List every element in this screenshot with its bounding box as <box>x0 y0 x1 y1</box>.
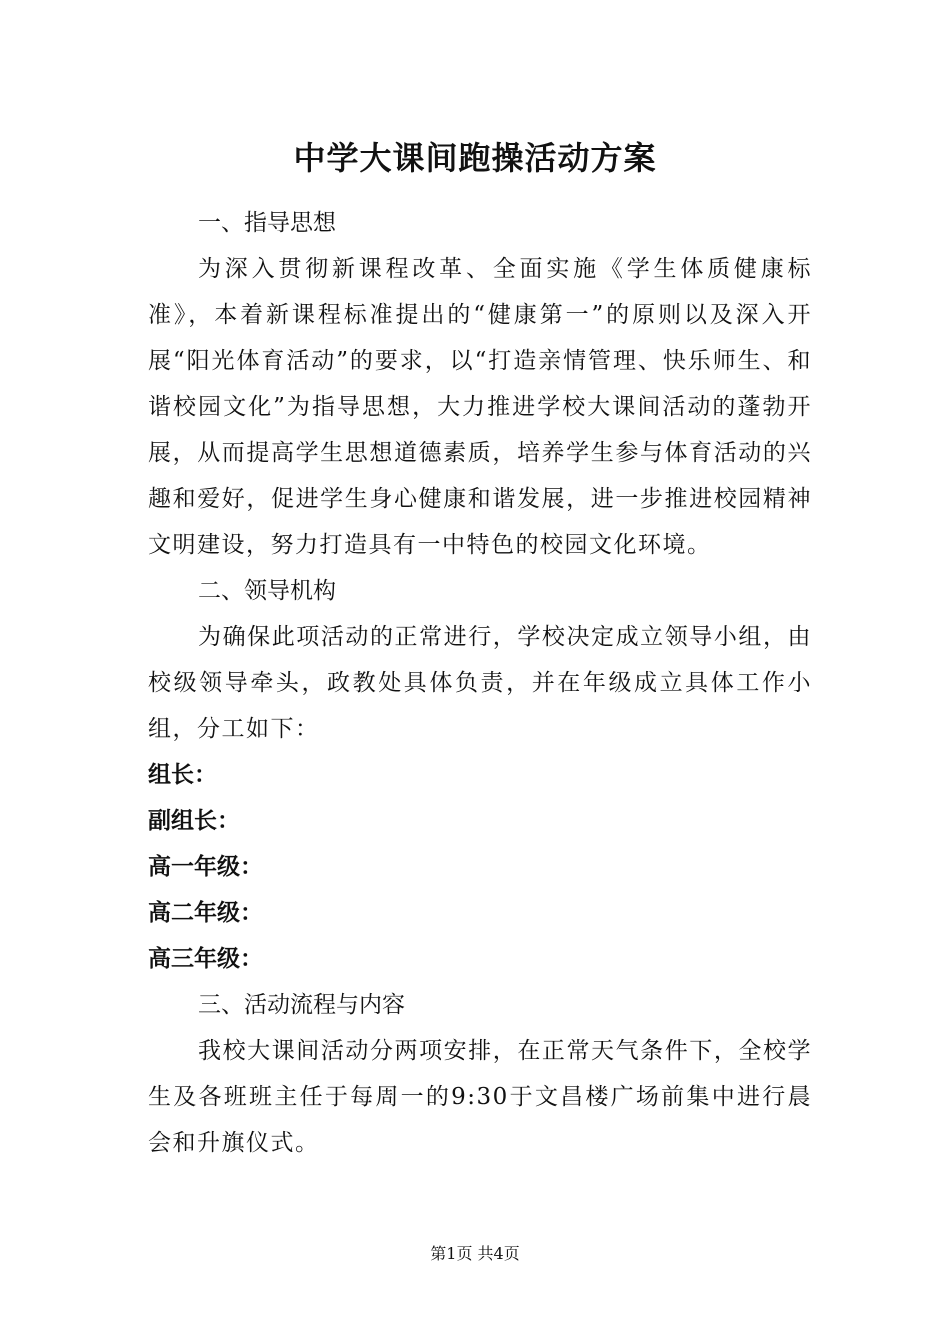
role-deputy-leader: 副组长： <box>148 808 240 834</box>
role-group-leader: 组长： <box>148 762 217 788</box>
document-body <box>148 200 812 1166</box>
section-paragraph-guiding-thought: 为深入贯彻新课程改革、全面实施《学生体质健康标准》，本着新课程标准提出的“健康第一”的原则以及深入开展“阳光体育活动”的要求，以“打造亲情管理、快乐师生、和谐校园文化”为指导思想，大力推进学校大课间活动的蓬勃开展，从而提高学生思想道德素质，培养学生参与体育活动的兴趣和爱好，促进学生身心健康和谐发展，进一步推进校园精神文明建设，努力打造具有一中特色的校园文化环境。 <box>148 256 812 558</box>
role-grade-three: 高三年级： <box>148 946 263 972</box>
role-grade-one: 高一年级： <box>148 854 263 880</box>
page-number-footer: 第1页 共4页 <box>430 1244 520 1263</box>
section-paragraph-leadership: 为确保此项活动的正常进行，学校决定成立领导小组，由校级领导牵头，政教处具体负责，并在年级成立具体工作小组，分工如下： <box>148 624 812 742</box>
section-paragraph-activity-flow: 我校大课间活动分两项安排，在正常天气条件下，全校学生及各班班主任于每周一的9:30于文昌楼广场前集中进行晨会和升旗仪式。 <box>148 1038 812 1156</box>
section-heading-activity-flow: 三、活动流程与内容 <box>198 992 405 1018</box>
role-grade-two: 高二年级： <box>148 900 263 926</box>
section-heading-guiding-thought: 一、指导思想 <box>198 210 336 236</box>
document-title: 中学大课间跑操活动方案 <box>293 139 657 177</box>
section-heading-leadership: 二、领导机构 <box>198 578 336 604</box>
